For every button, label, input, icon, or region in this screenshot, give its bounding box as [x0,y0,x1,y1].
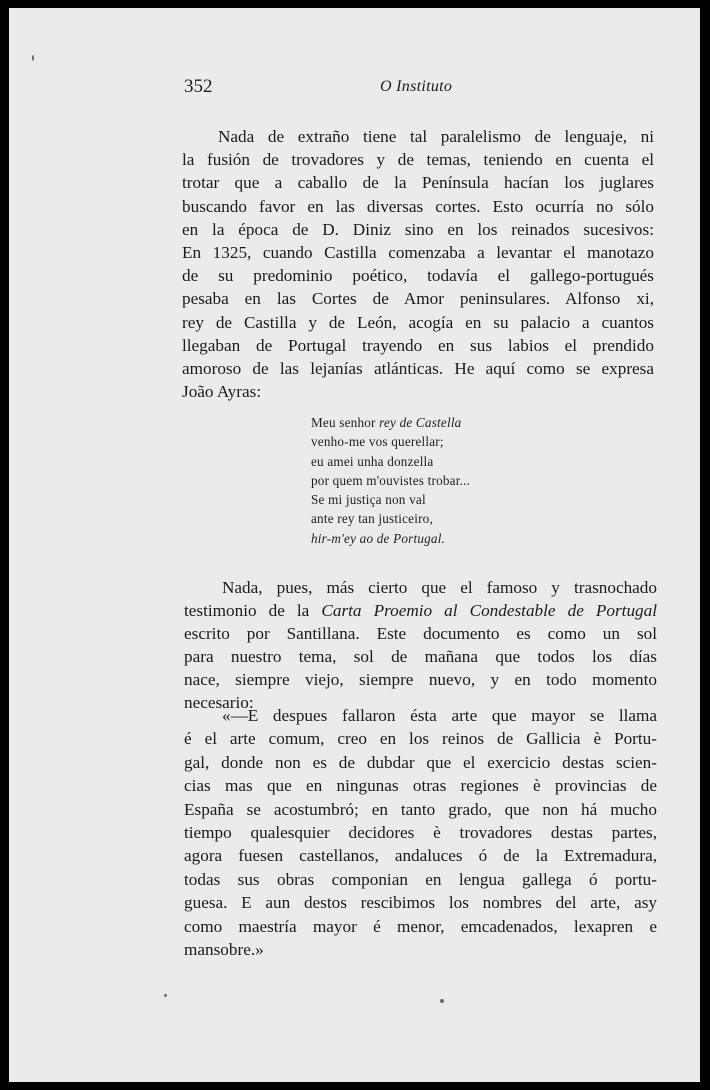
poem-line: Se mi justiça non val [311,492,426,508]
text-line: pesaba en las Cortes de Amor peninsulares. Alfonso xi, [182,289,654,309]
text-line: agora fuesen castellanos, andaluces ó de la Extremadura, [184,846,657,866]
ink-speck [164,994,167,997]
text-line: gal, donde non es de dubdar que el exercicio destas scien- [184,752,657,772]
ink-speck [32,55,34,61]
text-line: en la época de D. Diniz sino en los reinados sucesivos: [182,219,654,239]
text-line: Nada, pues, más cierto que el famoso y trasnochado [222,578,657,597]
text-line: España se acostumbró; en tanto grado, que non há mucho [184,799,657,819]
text-line: necesario: [184,693,254,712]
ink-speck [440,999,444,1003]
text-line: «—E despues fallaron ésta arte que mayor se llama [222,706,657,725]
text-line: de su predominio poético, todavía el gallego-portugués [182,266,654,286]
page-header [184,76,659,102]
page-number: 352 [184,76,213,97]
poem-line-italic: rey de Castella [379,415,462,430]
text-line: para nuestro tema, sol de mañana que todos los días [184,647,657,666]
text-line: buscando favor en las diversas cortes. Esto ocurría no sólo [182,196,654,216]
text-line: guesa. E aun destos rescibimos los nombres del arte, asy [184,893,657,913]
paragraph-1 [182,125,654,403]
poem-line [311,413,571,432]
paragraph-3-quotation [184,704,657,961]
poem-line: venho-me vos querellar; [311,434,444,450]
text-line: la fusión de trovadores y de temas, teniendo en cuenta el [182,150,654,170]
work-title-italic: Carta Proemio al Condestable de Portugal [321,601,657,620]
poem-line-text: Meu senhor [311,415,380,430]
text-line: trotar que a caballo de la Península hacían los juglares [182,173,654,193]
text-line: Nada de extraño tiene tal paralelismo de lenguaje, ni [218,127,654,146]
text-run: testimonio de la [184,601,322,620]
poem-line [311,529,571,548]
text-line: llegaban de Portugal trayendo en sus labios el prendido [182,335,654,355]
paragraph-2 [184,576,657,714]
scanned-page [9,8,700,1082]
text-line [184,599,657,622]
poem-line: eu amei unha donzella [311,453,434,469]
text-line: todas sus obras componian en lengua gallega ó portu- [184,869,657,889]
text-line: é el arte comum, creo en los reinos de Gallicia è Portu- [184,729,657,749]
text-line: rey de Castilla y de León, acogía en su palacio a cuantos [182,312,654,332]
text-line: escrito por Santillana. Este documento es como un sol [184,624,657,643]
text-line: João Ayras: [182,382,262,402]
text-line: amoroso de las lejanías atlánticas. He aquí como se expresa [182,359,654,379]
text-line: como maestría mayor é menor, emcadenados, lexapren e [184,916,657,936]
running-head: O Instituto [380,78,453,95]
text-line: mansobre.» [184,940,264,960]
poem-quote [311,413,571,548]
poem-line: por quem m'ouvistes trobar... [311,472,471,488]
text-line: En 1325, cuando Castilla comenzaba a levantar el manotazo [182,243,654,263]
text-line: tiempo qualesquier decidores è trovadores destas partes, [184,823,657,843]
text-line: cias mas que en ningunas otras regiones è provincias de [184,776,657,796]
poem-line-italic: hir-m'ey ao de Portugal. [311,530,446,546]
poem-line: ante rey tan justiceiro, [311,511,433,527]
text-line: nace, siempre viejo, siempre nuevo, y en todo momento [184,670,657,689]
